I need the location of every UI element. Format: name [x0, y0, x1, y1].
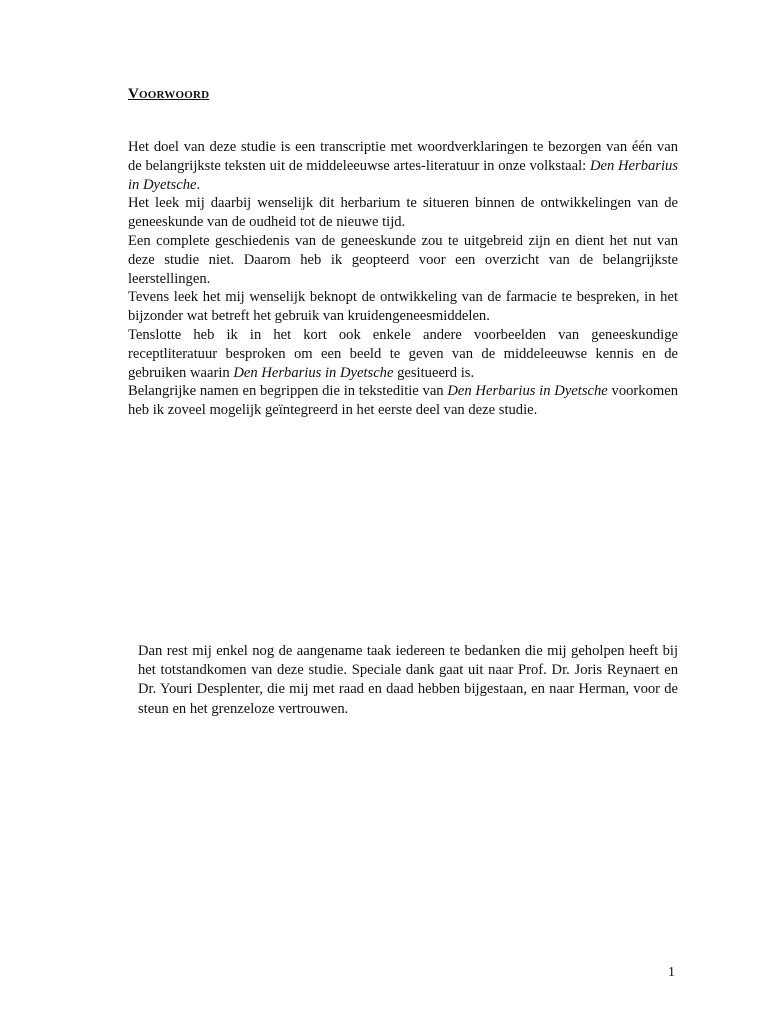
intro-paragraph: [128, 382, 678, 420]
paragraph-text: .: [196, 176, 201, 193]
acknowledgement-text: Dan rest mij enkel nog de aangename taak iedereen te bedanken die mij geholpen heeft bij het totstandkomen van deze studie. Speciale dank gaat uit naar Prof. Dr. Joris Reynaert en Dr. Youri Desplenter, die mij met raad en daad hebben bijgestaan, en naar Herman, voor de steun en het grenzeloze vertrouwen.: [138, 643, 678, 717]
page-heading: Voorwoord: [128, 86, 210, 102]
intro-paragraph: [128, 138, 678, 194]
page-number: 1: [668, 965, 675, 980]
paragraph-text: Belangrijke namen en begrippen die in teksteditie van: [128, 383, 448, 400]
paragraph-text: voorkomen heb ik zoveel mogelijk geïntegreerd in het eerste deel van deze studie.: [128, 383, 678, 419]
intro-text: [128, 138, 678, 420]
intro-paragraph: [128, 326, 678, 382]
title-italic: Den Herbarius in Dyetsche: [128, 157, 678, 193]
paragraph-text: Een complete geschiedenis van de geneeskunde zou te uitgebreid zijn en dient het nut van deze studie niet. Daarom heb ik geopteerd voor een overzicht van de belangrijkste leerstellingen.: [128, 232, 678, 287]
title-italic: Den Herbarius in Dyetsche: [233, 364, 394, 381]
paragraph-text: Tenslotte heb ik in het kort ook enkele andere voorbeelden van geneeskundige receptliteratuur besproken om een beeld te geven van de middeleeuwse kennis en de gebruiken waarin: [128, 326, 678, 381]
title-italic: Den Herbarius in Dyetsche: [447, 383, 608, 400]
paragraph-text: gesitueerd is.: [393, 364, 475, 381]
intro-paragraph: [128, 232, 678, 288]
paragraph-text: Tevens leek het mij wenselijk beknopt de ontwikkeling van de farmacie te bespreken, in het bijzonder wat betreft het gebruik van kruidengeneesmiddelen.: [128, 289, 678, 325]
intro-paragraph: [128, 288, 678, 326]
intro-paragraph: [128, 194, 678, 232]
paragraph-text: Het doel van deze studie is een transcriptie met woordverklaringen te bezorgen van één van de belangrijkste teksten uit de middeleeuwse artes-literatuur in onze volkstaal:: [128, 139, 678, 174]
paragraph-text: Het leek mij daarbij wenselijk dit herbarium te situeren binnen de ontwikkelingen van de geneeskunde van de oudheid tot de nieuwe tijd.: [128, 195, 678, 231]
